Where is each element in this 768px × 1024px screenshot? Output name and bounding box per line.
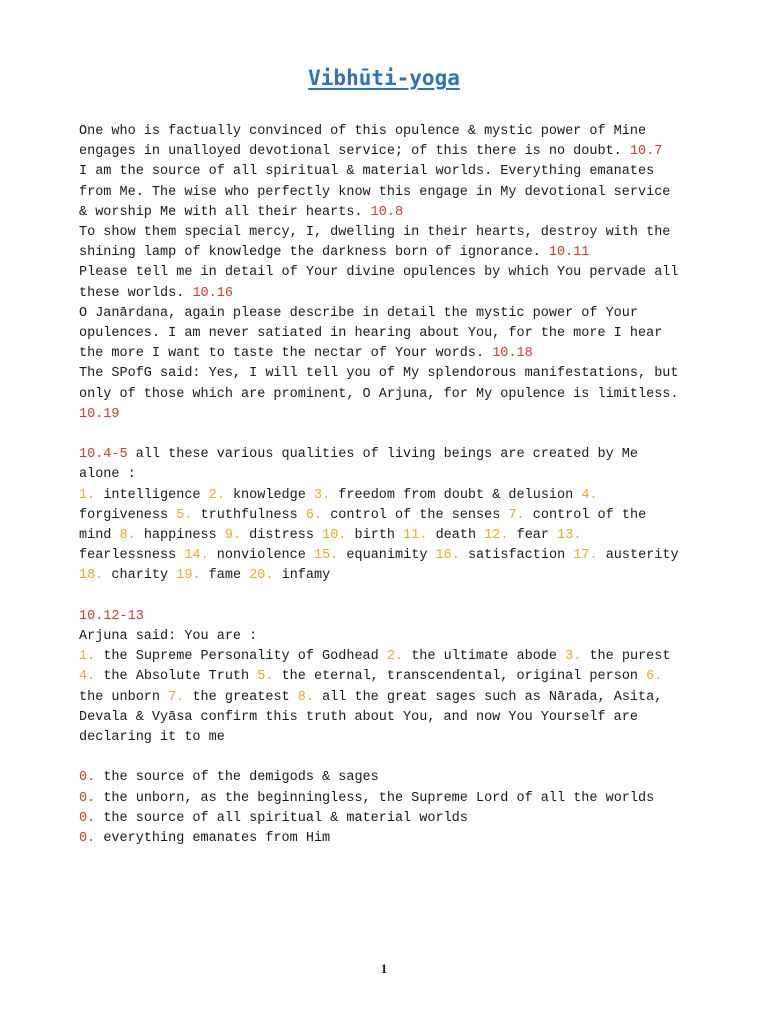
item-number: 8. xyxy=(297,689,314,705)
item-text: the unborn xyxy=(79,689,161,705)
item-number: 0. xyxy=(79,831,96,847)
item-number: 7. xyxy=(168,689,185,705)
item-text: the ultimate abode xyxy=(411,649,558,665)
praises-paragraph xyxy=(79,607,679,748)
list-item xyxy=(79,829,679,849)
item-text: infamy xyxy=(281,568,331,584)
spacer xyxy=(79,587,679,607)
item-text: fearlessness xyxy=(79,548,177,564)
item-text: the eternal, transcendental, original person xyxy=(281,669,639,685)
item-number: 4. xyxy=(79,669,96,685)
verse-reference: 10.16 xyxy=(192,285,233,301)
verse xyxy=(79,162,679,223)
verse xyxy=(79,263,679,303)
item-number: 9. xyxy=(224,528,242,544)
qualities-reference: 10.4-5 xyxy=(79,447,128,463)
verse-reference: 10.7 xyxy=(629,144,663,160)
item-text: the Absolute Truth xyxy=(103,669,250,685)
item-number: 15. xyxy=(313,548,339,564)
item-number: 18. xyxy=(79,568,104,584)
item-number: 14. xyxy=(184,548,209,564)
verse-text: Please tell me in detail of Your divine opulences by which You pervade all these worlds. xyxy=(79,265,679,301)
item-text: knowledge xyxy=(232,487,306,503)
source-list xyxy=(79,768,679,849)
item-number: 4. xyxy=(581,487,598,503)
item-number: 17. xyxy=(573,548,598,564)
verse xyxy=(79,223,679,263)
item-text: freedom from doubt & delusion xyxy=(338,487,574,503)
praises-reference: 10.12-13 xyxy=(79,608,144,624)
item-text: charity xyxy=(111,568,169,584)
item-text: happiness xyxy=(143,528,217,544)
item-number: 13. xyxy=(557,528,582,544)
verse xyxy=(79,122,679,162)
item-text: fear xyxy=(516,528,550,544)
item-number: 19. xyxy=(176,568,201,584)
item-number: 3. xyxy=(565,649,582,665)
item-number: 16. xyxy=(435,548,460,564)
item-text: nonviolence xyxy=(216,548,306,564)
verse-reference: 10.8 xyxy=(370,204,404,220)
item-text: control of the senses xyxy=(330,507,501,523)
praises-intro: Arjuna said: You are : xyxy=(79,629,258,645)
item-text: control of the mind xyxy=(79,507,647,544)
page-title: Vibhūti-yoga xyxy=(308,66,460,90)
item-text: austerity xyxy=(605,548,679,564)
item-text: distress xyxy=(249,528,314,544)
item-number: 2. xyxy=(386,649,404,665)
list-item xyxy=(79,809,679,829)
list-item xyxy=(79,768,679,788)
item-text: the Supreme Personality of Godhead xyxy=(103,649,379,665)
qualities-intro: all these various qualities of living beings are created by Me alone : xyxy=(79,447,639,483)
item-number: 7. xyxy=(508,507,525,523)
verse-reference: 10.18 xyxy=(492,346,533,362)
item-text: the greatest xyxy=(192,689,290,705)
verse-text: To show them special mercy, I, dwelling in their hearts, destroy with the shining lamp of knowledge the darkness born of ignorance. xyxy=(79,225,671,261)
item-number: 0. xyxy=(79,810,96,826)
item-number: 6. xyxy=(305,507,323,523)
verse xyxy=(79,304,679,365)
item-text: the purest xyxy=(589,649,671,665)
item-text: the unborn, as the beginningless, the Supreme Lord of all the worlds xyxy=(103,790,655,806)
item-number: 11. xyxy=(403,528,428,544)
item-text: truthfulness xyxy=(200,507,298,523)
item-number: 0. xyxy=(79,790,96,806)
item-number: 20. xyxy=(249,568,274,584)
item-text: the source of the demigods & sages xyxy=(103,770,379,786)
verse-list xyxy=(79,122,679,425)
item-text: death xyxy=(435,528,477,544)
verse xyxy=(79,364,679,425)
verse-text: O Janārdana, again please describe in detail the mystic power of Your opulences. I am never satiated in hearing about You, for the more I hear the more I want to taste the nectar of Your words. xyxy=(79,305,663,362)
item-text: the source of all spiritual & material worlds xyxy=(103,810,468,826)
item-text: forgiveness xyxy=(79,507,169,523)
verse-text: I am the source of all spiritual & material worlds. Everything emanates from Me. The wise who perfectly know this engage in My devotional service & worship Me with all their hearts. xyxy=(79,164,671,220)
list-item xyxy=(79,789,679,809)
qualities-paragraph xyxy=(79,445,679,586)
item-number: 5. xyxy=(176,507,193,523)
item-number: 5. xyxy=(257,669,274,685)
item-text: all the great sages such as Nārada, Asita, Devala & Vyāsa confirm this truth about You, and now You Yourself are declaring it to me xyxy=(79,689,663,746)
item-number: 8. xyxy=(119,528,136,544)
spacer xyxy=(79,748,679,768)
item-number: 1. xyxy=(79,649,96,665)
document-body xyxy=(79,122,679,849)
spacer xyxy=(79,425,679,445)
item-number: 12. xyxy=(484,528,509,544)
item-text: everything emanates from Him xyxy=(103,831,331,847)
item-number: 0. xyxy=(79,770,96,786)
item-number: 6. xyxy=(646,669,663,685)
item-text: fame xyxy=(208,568,242,584)
verse-text: One who is factually convinced of this opulence & mystic power of Mine engages in unalloyed devotional service; of this there is no doubt. xyxy=(79,124,647,160)
item-text: satisfaction xyxy=(467,548,566,564)
item-number: 2. xyxy=(208,487,225,503)
item-number: 1. xyxy=(79,487,96,503)
item-text: equanimity xyxy=(346,548,428,564)
verse-reference: 10.11 xyxy=(548,245,590,261)
item-text: intelligence xyxy=(103,487,201,503)
verse-text: The SPofG said: Yes, I will tell you of My splendorous manifestations, but only of those which are prominent, O Arjuna, for My opulence is limitless. xyxy=(79,366,679,402)
verse-reference: 10.19 xyxy=(79,406,120,422)
item-number: 3. xyxy=(313,487,331,503)
page-number: 1 xyxy=(380,961,388,976)
item-text: birth xyxy=(354,528,396,544)
item-number: 10. xyxy=(322,528,347,544)
